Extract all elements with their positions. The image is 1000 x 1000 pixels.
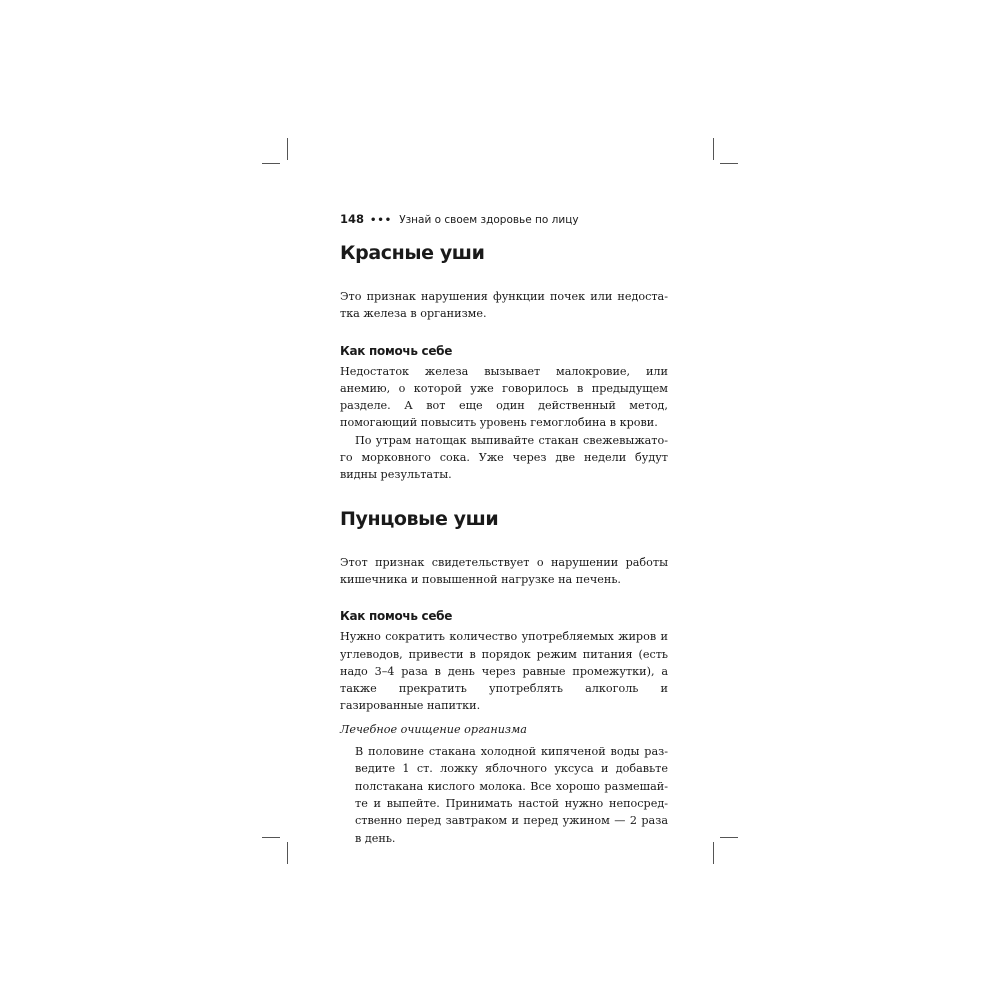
help-yourself-heading: Как помочь себе [340, 609, 453, 624]
section-title-red-ears: Красные уши [340, 242, 485, 264]
page-number: 148 [340, 212, 365, 226]
body-paragraph: Недостаток железа вызывает малокровие, или анемию, о которой уже говорилось в предыдущем разделе. А вот еще один действенный метод, помогающий повысить уровень гемоглобина в крови. [340, 364, 668, 430]
body-paragraph: По утрам натощак выпивайте стакан свежевыжатого морковного сока. Уже через две недели будут видны результаты. [340, 433, 668, 482]
recipe-subheading: Лечебное очищение организма [340, 722, 527, 736]
recipe-paragraph: В половине стакана холодной кипяченой воды разведите 1 ст. ложку яблочного уксуса и добавьте полстакана кислого молока. Все хорошо размешайте и выпейте. Принимать настой нужно непосредственно перед завтраком и перед ужином — 2 раза в день. [355, 745, 668, 845]
section-intro-paragraph: Это признак нарушения функции почек или недостатка железа в организме. [340, 290, 668, 321]
crop-mark-bottom-right-horizontal [720, 837, 738, 838]
crop-mark-top-left-vertical [287, 138, 288, 160]
body-paragraph: Нужно сократить количество употребляемых жиров и углеводов, привести в порядок режим питания (есть надо 3–4 раза в день через равные промежутки), а также прекратить употреблять алкоголь и газированные напитки. [340, 630, 668, 713]
crop-mark-bottom-right-vertical [713, 842, 714, 864]
book-title: Узнай о своем здоровье по лицу [399, 214, 579, 226]
crop-mark-bottom-left-horizontal [262, 837, 280, 838]
book-page [340, 212, 668, 847]
help-yourself-heading: Как помочь себе [340, 343, 453, 358]
crop-mark-top-right-horizontal [720, 163, 738, 164]
running-head [340, 212, 668, 230]
section-intro-paragraph: Этот признак свидетельствует о нарушении работы кишечника и повышенной нагрузке на печень. [340, 555, 668, 586]
crop-mark-bottom-left-vertical [287, 842, 288, 864]
crop-mark-top-right-vertical [713, 138, 714, 160]
running-head-dots: ••• [370, 215, 393, 226]
section-title-crimson-ears: Пунцовые уши [340, 507, 499, 530]
crop-mark-top-left-horizontal [262, 163, 280, 164]
